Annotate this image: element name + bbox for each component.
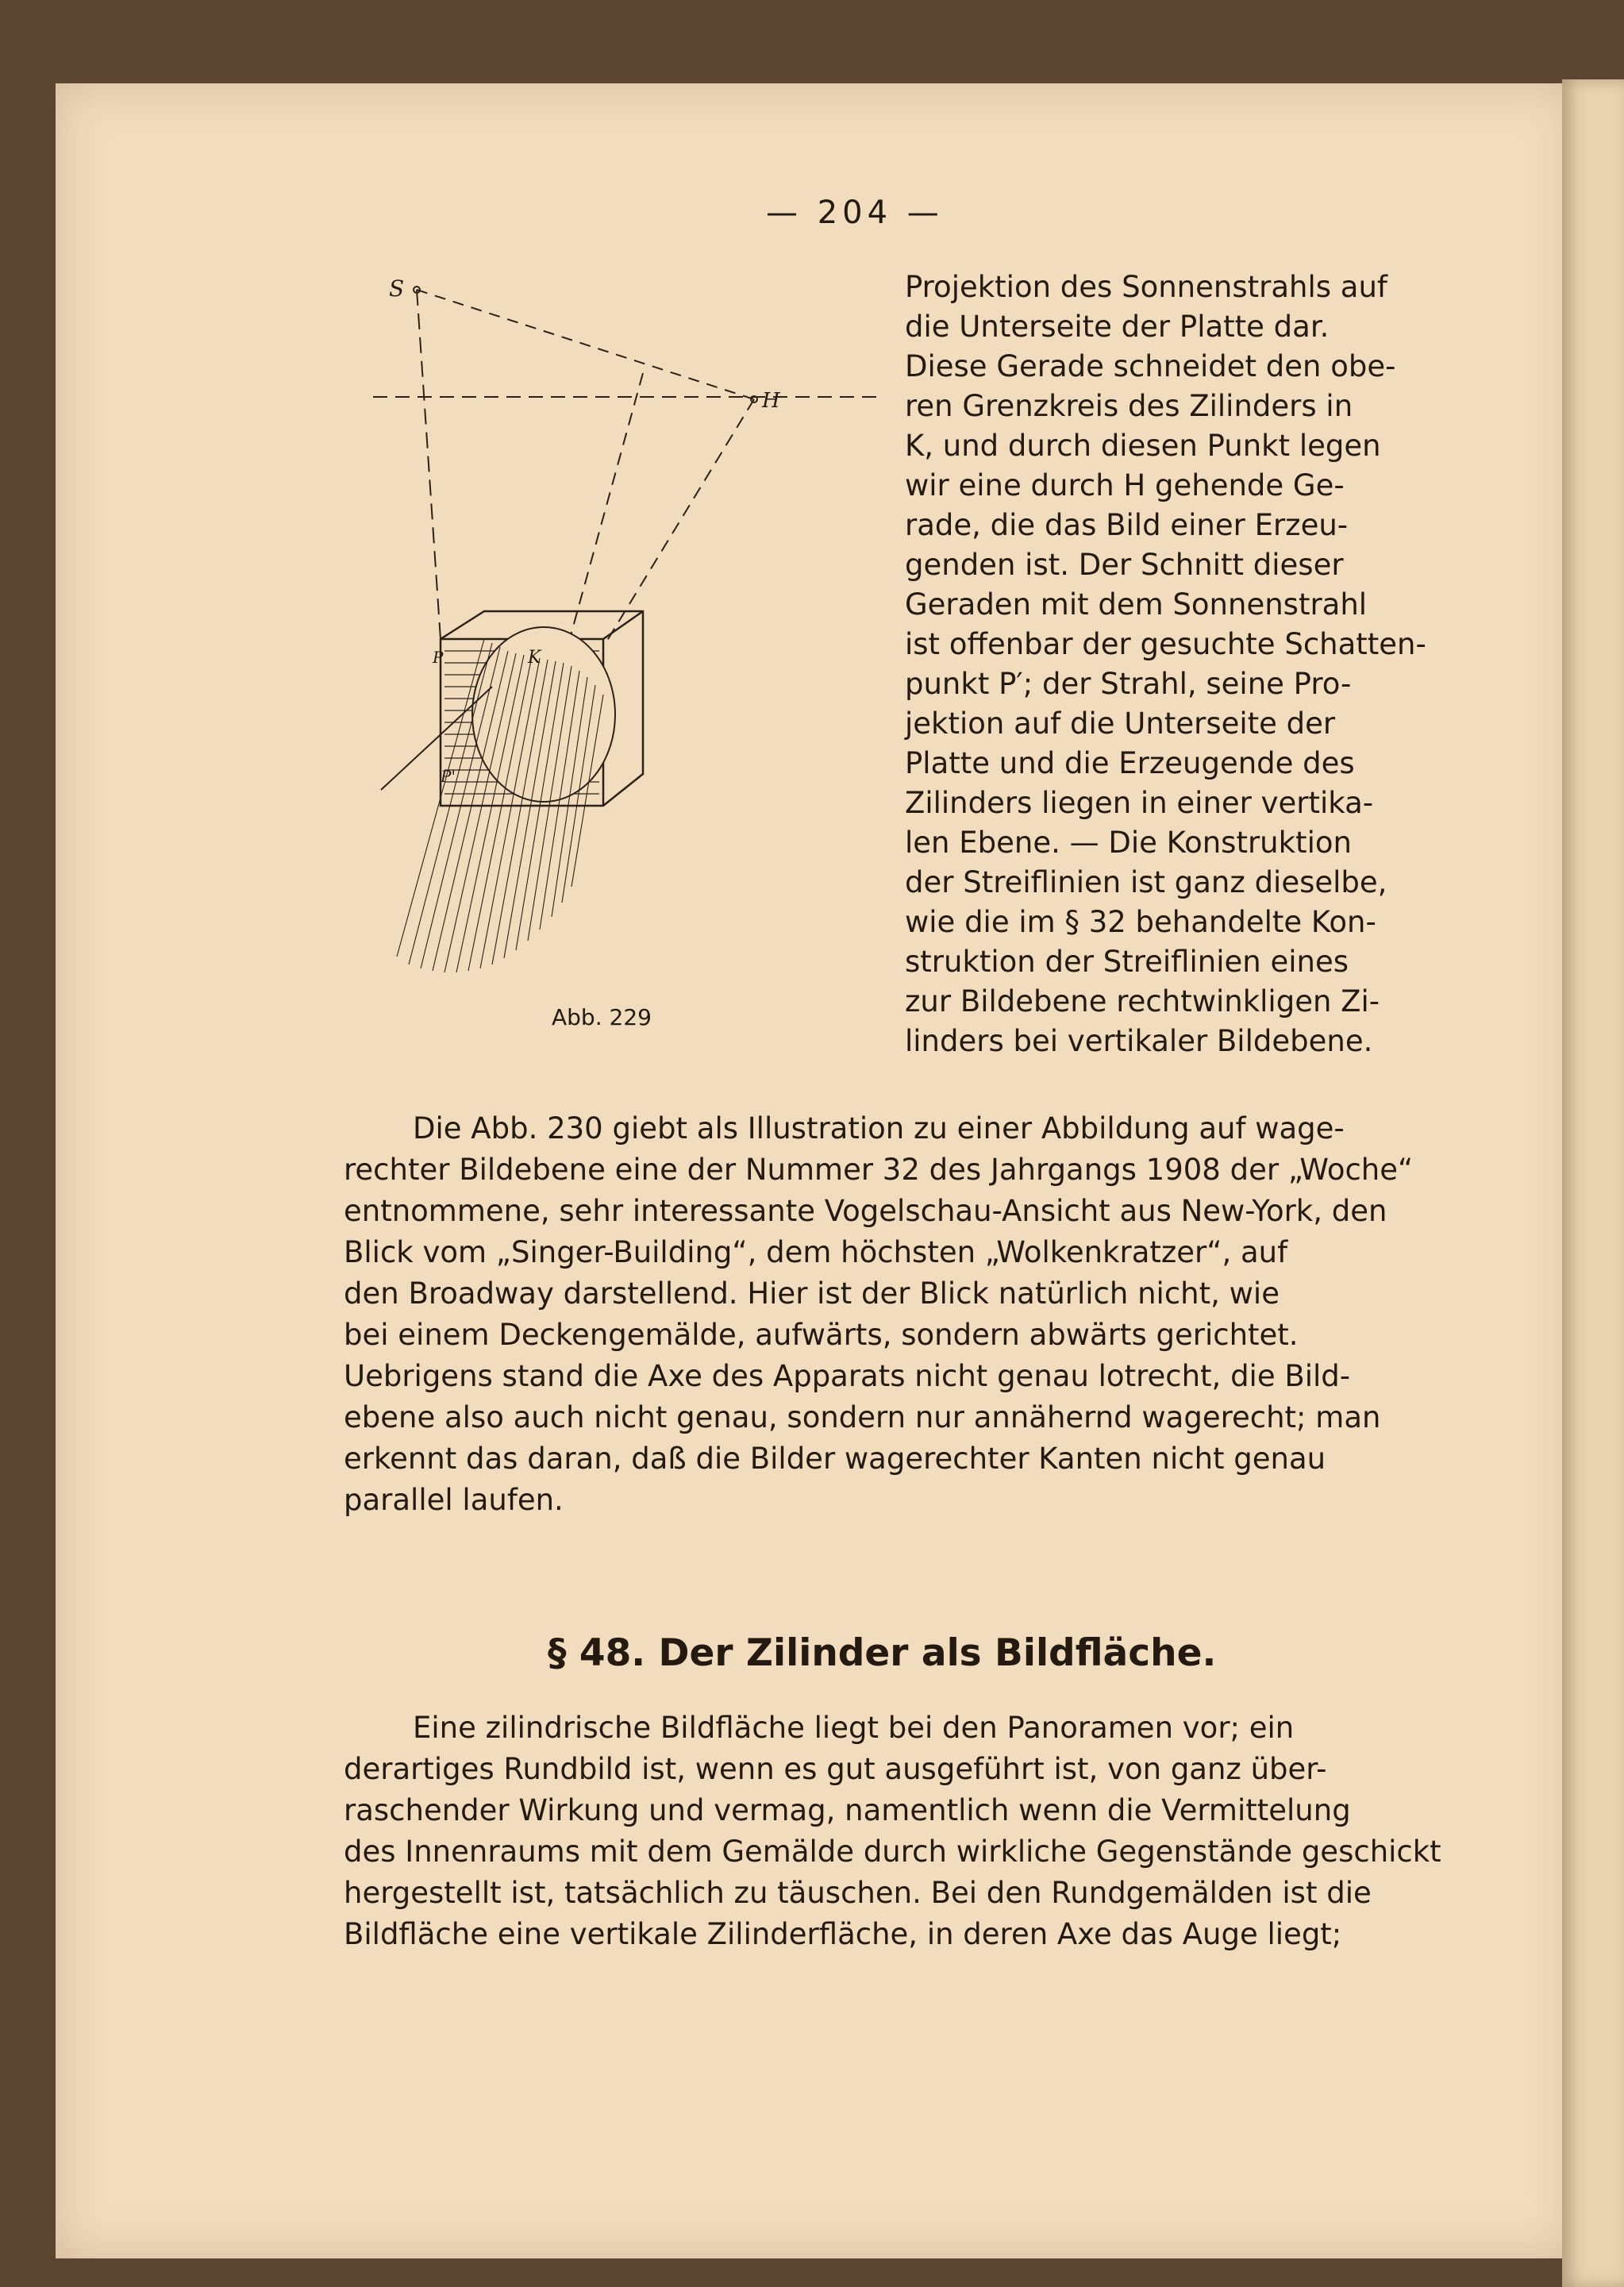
side-line: Zilinders liegen in einer vertika- — [905, 786, 1374, 820]
side-line: ist offenbar der gesuchte Schatten- — [905, 627, 1426, 661]
paragraph-line: bei einem Deckengemälde, aufwärts, sondern abwärts gerichtet. — [344, 1318, 1299, 1352]
side-line: K, und durch diesen Punkt legen — [905, 429, 1381, 463]
side-line: wie die im § 32 behandelte Kon- — [905, 905, 1376, 939]
paragraph-line: ebene also auch nicht genau, sondern nur annähernd wagerecht; man — [344, 1400, 1381, 1434]
side-line: die Unterseite der Platte dar. — [905, 310, 1330, 344]
adjacent-page-edge — [1562, 79, 1624, 2287]
figure-label-p: P — [433, 648, 444, 667]
side-line: Geraden mit dem Sonnenstrahl — [905, 587, 1368, 622]
side-line: rade, die das Bild einer Erzeu- — [905, 508, 1349, 542]
side-line: punkt P′; der Strahl, seine Pro- — [905, 667, 1352, 701]
paragraph-line: erkennt das daran, daß die Bilder wagerechter Kanten nicht genau — [344, 1442, 1326, 1476]
figure-label-p-prime: P' — [441, 767, 456, 786]
side-line: der Streiflinien ist ganz dieselbe, — [905, 865, 1387, 899]
section-line: hergestellt ist, tatsächlich zu täuschen. Bei den Rundgemälden ist die — [344, 1876, 1372, 1910]
section-line: Eine zilindrische Bildfläche liegt bei den Panoramen vor; ein — [413, 1711, 1295, 1745]
paragraph-line: Die Abb. 230 giebt als Illustration zu einer Abbildung auf wage- — [413, 1111, 1345, 1145]
section-heading: § 48. Der Zilinder als Bildfläche. — [548, 1631, 1217, 1675]
figure-label-k: K — [528, 648, 541, 668]
side-line: Platte und die Erzeugende des — [905, 746, 1355, 780]
section-line: derartiges Rundbild ist, wenn es gut ausgeführt ist, von ganz über- — [344, 1752, 1327, 1786]
side-line: zur Bildebene rechtwinkligen Zi- — [905, 984, 1380, 1018]
paragraph-line: entnommene, sehr interessante Vogelschau-Ansicht aus New-York, den — [344, 1194, 1387, 1228]
paragraph-line: Uebrigens stand die Axe des Apparats nicht genau lotrecht, die Bild- — [344, 1359, 1351, 1393]
side-line: ren Grenzkreis des Zilinders in — [905, 389, 1353, 423]
figure-label-h: H — [762, 389, 780, 413]
section-line: raschender Wirkung und vermag, namentlich wenn die Vermittelung — [344, 1793, 1351, 1827]
figure-229 — [373, 274, 897, 1004]
side-line: Diese Gerade schneidet den obe- — [905, 349, 1396, 383]
side-line: Projektion des Sonnenstrahls auf — [905, 270, 1387, 304]
side-line: jektion auf die Unterseite der — [905, 707, 1336, 741]
paragraph-line: den Broadway darstellend. Hier ist der Blick natürlich nicht, wie — [344, 1276, 1280, 1311]
section-line: Bildfläche eine vertikale Zilinderfläche, in deren Axe das Auge liegt; — [344, 1917, 1342, 1951]
page-number: — 204 — — [766, 194, 944, 231]
side-line: wir eine durch H gehende Ge- — [905, 468, 1345, 502]
paragraph-line: parallel laufen. — [344, 1483, 564, 1517]
paragraph-line: Blick vom „Singer-Building“, dem höchsten „Wolkenkratzer“, auf — [344, 1235, 1288, 1269]
side-line: linders bei vertikaler Bildebene. — [905, 1024, 1373, 1058]
paragraph-line: rechter Bildebene eine der Nummer 32 des Jahrgangs 1908 der „Woche“ — [344, 1153, 1414, 1187]
side-line: genden ist. Der Schnitt dieser — [905, 548, 1344, 582]
side-line: len Ebene. — Die Konstruktion — [905, 826, 1352, 860]
figure-caption: Abb. 229 — [552, 1004, 652, 1030]
figure-label-s: S — [389, 275, 405, 302]
side-line: struktion der Streiflinien eines — [905, 945, 1349, 979]
section-line: des Innenraums mit dem Gemälde durch wirkliche Gegenstände geschickt — [344, 1835, 1441, 1869]
